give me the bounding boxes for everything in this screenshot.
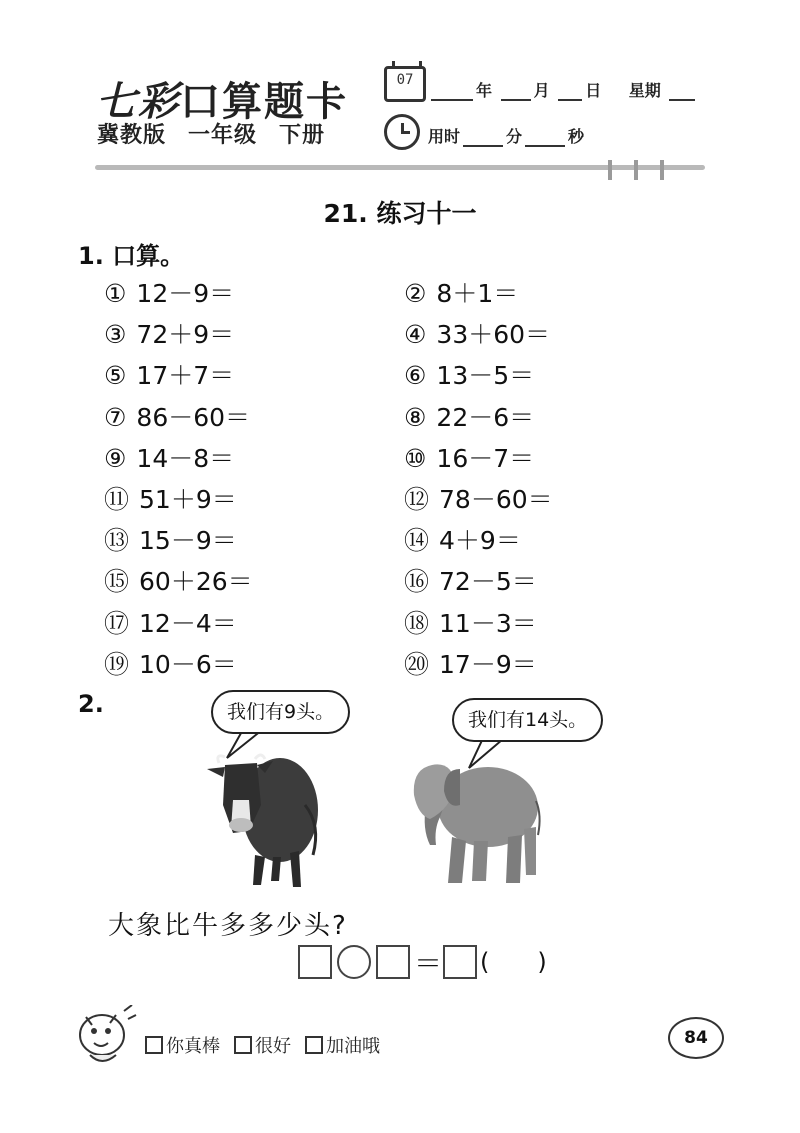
problem-number: ⑨ (104, 443, 127, 473)
year-blank[interactable] (431, 85, 473, 101)
problem-number: ⑩ (404, 443, 427, 473)
answer-box-2[interactable] (376, 945, 410, 979)
problem-item (404, 480, 553, 516)
cow-speech-bubble: 我们有9头。 (211, 690, 350, 734)
checkbox[interactable] (305, 1036, 323, 1054)
problem-item (104, 521, 237, 557)
problem-number: ② (404, 279, 427, 308)
divider-hook (634, 160, 638, 180)
problem-expression: 72－5＝ (439, 567, 537, 597)
edition-publisher: 冀教版 (97, 123, 167, 148)
rating-good[interactable]: 很好 (234, 1032, 291, 1058)
problem-expression: 51＋9＝ (139, 485, 237, 514)
problem-number: ⑧ (404, 402, 427, 432)
divider-hook (608, 160, 612, 180)
word-problem-question: 大象比牛多多少头? (108, 911, 348, 941)
problem-item (104, 315, 234, 351)
problem-expression: 8＋1＝ (436, 279, 519, 308)
problem-item (404, 398, 534, 434)
clock-icon (384, 114, 420, 150)
header-divider (95, 165, 705, 170)
unit-parens[interactable]: ( ) (480, 948, 547, 976)
problem-expression: 4＋9＝ (439, 526, 521, 556)
problem-expression: 15－9＝ (139, 526, 237, 556)
problem-item (404, 521, 521, 557)
brand-title: 七彩口算题卡 (96, 78, 348, 125)
problem-number: ⑮ (104, 567, 130, 597)
problem-item (104, 356, 234, 392)
problem-expression: 72＋9＝ (136, 320, 235, 350)
problem-number: ⑫ (404, 485, 430, 514)
edition-volume: 下册 (279, 123, 326, 148)
problem-item (404, 274, 518, 310)
checkbox[interactable] (234, 1036, 252, 1054)
problem-item (104, 398, 250, 434)
problem-item (404, 315, 550, 351)
problem-item (404, 562, 537, 598)
problem-expression: 16－7＝ (436, 443, 535, 473)
problem-expression: 12－4＝ (139, 608, 237, 638)
problem-expression: 17＋7＝ (136, 361, 235, 391)
problem-number: ⑲ (104, 649, 130, 679)
section2-label: 2. (78, 690, 104, 718)
problem-item (104, 604, 237, 640)
problem-number: ⑱ (404, 608, 430, 638)
problem-expression: 60＋26＝ (139, 567, 253, 597)
problem-expression: 11－3＝ (439, 608, 537, 638)
problem-expression: 10－6＝ (139, 649, 237, 679)
answer-box-1[interactable] (298, 945, 332, 979)
problem-item (404, 439, 534, 475)
problem-item (404, 645, 537, 681)
problem-item (404, 604, 537, 640)
problem-item (104, 439, 234, 475)
answer-box-result[interactable] (443, 945, 477, 979)
problem-item (104, 274, 234, 310)
time-fields: 用时 分 秒 (428, 127, 585, 146)
calendar-icon (384, 66, 426, 102)
page-number: 84 (668, 1017, 724, 1059)
edition-grade: 一年级 (188, 123, 258, 148)
minute-blank[interactable] (463, 131, 503, 147)
problem-item (104, 562, 253, 598)
problem-expression: 13－5＝ (436, 361, 535, 391)
elephant-illustration (400, 745, 545, 890)
problem-number: ⑭ (404, 526, 430, 556)
problem-item (104, 480, 237, 516)
problem-expression: 14－8＝ (136, 443, 235, 473)
problem-item (404, 356, 534, 392)
cow-illustration (195, 745, 330, 895)
section1-label: 1. 口算。 (78, 242, 185, 270)
problem-number: ③ (104, 320, 127, 350)
problem-number: ⑯ (404, 567, 430, 597)
elephant-speech-bubble: 我们有14头。 (452, 698, 603, 742)
second-blank[interactable] (525, 131, 565, 147)
problem-number: ⑬ (104, 526, 130, 556)
month-blank[interactable] (501, 85, 531, 101)
problem-expression: 78－60＝ (439, 485, 553, 514)
equals-sign: ＝ (414, 947, 443, 980)
problem-expression: 33＋60＝ (436, 320, 551, 350)
date-fields: 年 月 日 星期 (428, 78, 698, 101)
weekday-blank[interactable] (669, 85, 695, 101)
checkbox[interactable] (145, 1036, 163, 1054)
problem-item (104, 645, 237, 681)
edition-line (97, 118, 347, 149)
problem-number: ⑦ (104, 402, 127, 432)
rating-great[interactable]: 你真棒 (145, 1032, 220, 1058)
mascot-icon (72, 1005, 138, 1069)
operator-circle[interactable] (337, 945, 371, 979)
problem-expression: 12－9＝ (136, 279, 235, 308)
rating-keep-going[interactable]: 加油哦 (305, 1032, 380, 1058)
day-blank[interactable] (558, 85, 582, 101)
problem-number: ⑥ (404, 361, 427, 391)
calendar-number: 07 (396, 72, 414, 88)
problem-expression: 17－9＝ (439, 649, 537, 679)
problem-expression: 86－60＝ (136, 402, 251, 432)
page-title: 21. 练习十一 (323, 199, 477, 228)
problem-number: ① (104, 279, 127, 308)
problem-number: ⑤ (104, 361, 127, 391)
problem-number: ⑰ (104, 608, 130, 638)
problem-expression: 22－6＝ (436, 402, 535, 432)
problem-number: ⑳ (404, 649, 430, 679)
divider-hook (660, 160, 664, 180)
problem-number: ⑪ (104, 485, 130, 514)
problem-number: ④ (404, 320, 427, 350)
